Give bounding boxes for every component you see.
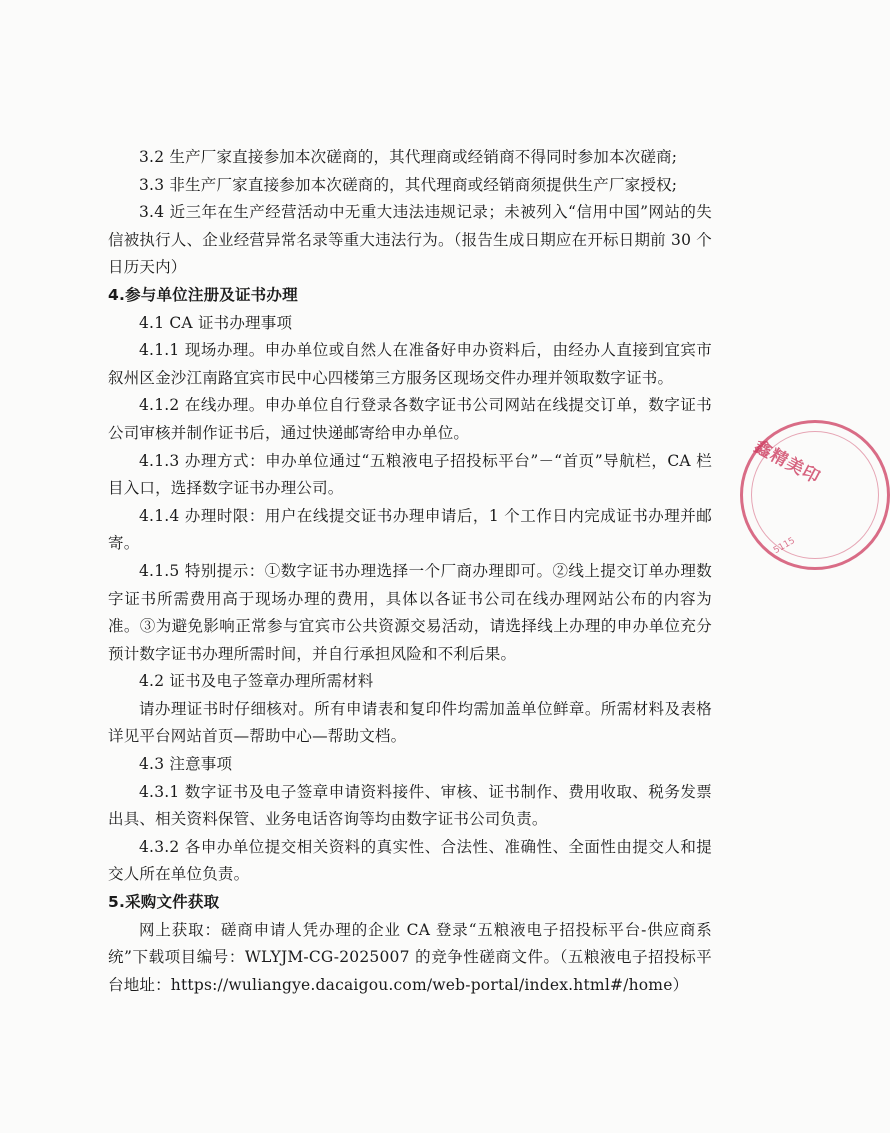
- paragraph: 4.1.4 办理时限：用户在线提交证书办理申请后，1 个工作日内完成证书办理并邮寄。: [108, 506, 712, 553]
- document-body: [108, 144, 712, 999]
- paragraph: 4.2 证书及电子签章办理所需材料: [139, 672, 374, 691]
- seal-number: 5115: [772, 535, 797, 557]
- paragraph: 4.1.3 办理方式：申办单位通过“五粮液电子招投标平台”－“首页”导航栏，CA 栏目入口，选择数字证书办理公司。: [108, 451, 712, 498]
- paragraph: 网上获取：磋商申请人凭办理的企业 CA 登录“五粮液电子招投标平台-供应商系统”下载项目编号：WLYJM-CG-2025007 的竞争性磋商文件。（五粮液电子招投标平台地址：https://wuliangye.dacaigou.com/web-portal/index.html#/home）: [108, 920, 712, 994]
- paragraph: 请办理证书时仔细核对。所有申请表和复印件均需加盖单位鲜章。所需材料及表格详见平台网站首页—帮助中心—帮助文档。: [108, 699, 712, 746]
- company-seal-stamp: [740, 420, 890, 570]
- paragraph: 3.3 非生产厂家直接参加本次磋商的，其代理商或经销商须提供生产厂家授权;: [139, 175, 678, 194]
- section-heading: 4.参与单位注册及证书办理: [108, 285, 298, 304]
- seal-text: 鑫精美印: [750, 436, 824, 489]
- paragraph: 3.4 近三年在生产经营活动中无重大违法违规记录；未被列入“信用中国”网站的失信被执行人、企业经营异常名录等重大违法行为。（报告生成日期应在开标日期前 30 个日历天内）: [108, 203, 712, 277]
- paragraph: 3.2 生产厂家直接参加本次磋商的，其代理商或经销商不得同时参加本次磋商;: [139, 148, 678, 166]
- paragraph: 4.3 注意事项: [139, 755, 233, 774]
- section-heading: 5.采购文件获取: [108, 893, 220, 912]
- paragraph: 4.1 CA 证书办理事项: [139, 313, 293, 332]
- paragraph: 4.3.2 各申办单位提交相关资料的真实性、合法性、准确性、全面性由提交人和提交人所在单位负责。: [108, 837, 712, 884]
- paragraph: 4.3.1 数字证书及电子签章申请资料接件、审核、证书制作、费用收取、税务发票出具、相关资料保管、业务电话咨询等均由数字证书公司负责。: [108, 782, 712, 829]
- paragraph: 4.1.5 特别提示：①数字证书办理选择一个厂商办理即可。②线上提交订单办理数字证书所需费用高于现场办理的费用，具体以各证书公司在线办理网站公布的内容为准。③为避免影响正常参与宜宾市公共资源交易活动，请选择线上办理的申办单位充分预计数字证书办理所需时间，并自行承担风险和不利后果。: [108, 561, 712, 663]
- paragraph: 4.1.2 在线办理。申办单位自行登录各数字证书公司网站在线提交订单，数字证书公司审核并制作证书后，通过快递邮寄给申办单位。: [108, 396, 712, 442]
- paragraph: 4.1.1 现场办理。申办单位或自然人在准备好申办资料后，由经办人直接到宜宾市叙州区金沙江南路宜宾市民中心四楼第三方服务区现场交件办理并领取数字证书。: [108, 341, 712, 387]
